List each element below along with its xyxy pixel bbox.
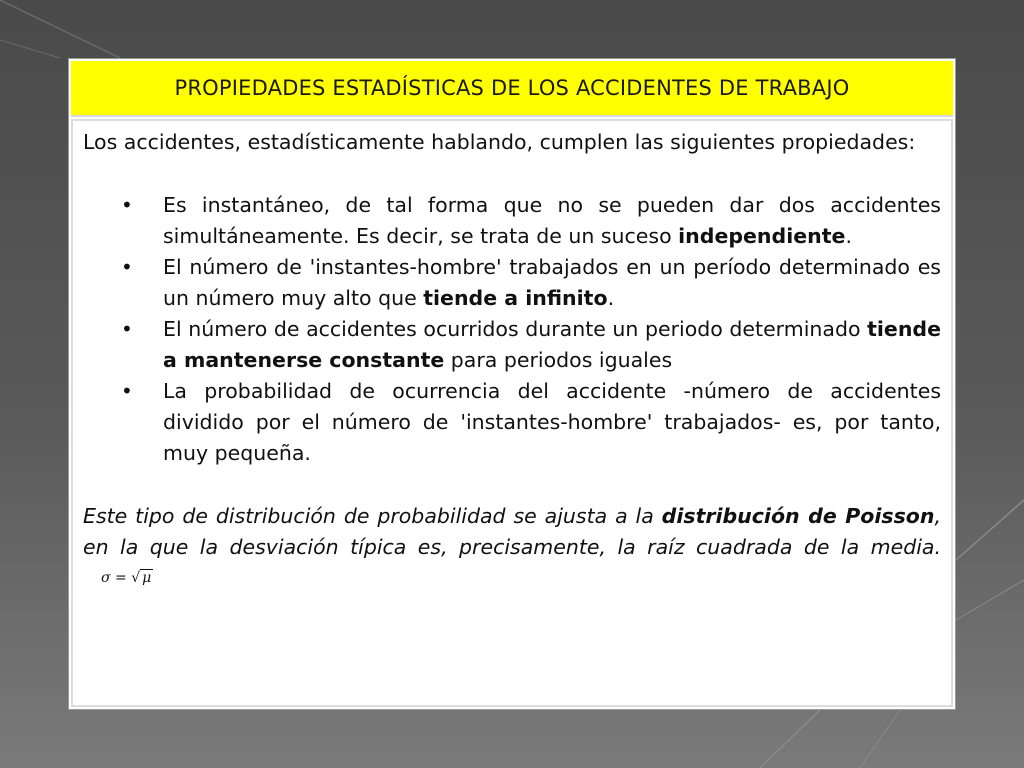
- bullet-text: El número de accidentes ocurridos durante un periodo determinado: [163, 317, 868, 341]
- bullet-icon: •: [121, 193, 133, 217]
- bullet-text: El número de 'instantes-hombre' trabajados en un período determinado es un número muy alto que: [163, 255, 941, 310]
- content-frame: [71, 119, 953, 707]
- sigma-formula: [101, 563, 153, 594]
- conclusion-bold-text: distribución de Poisson: [661, 504, 935, 528]
- sqrt-icon: √: [131, 570, 141, 586]
- bullet-text: Es instantáneo, de tal forma que no se pueden dar dos accidentes simultáneamente. Es decir, se trata de un suceso: [163, 193, 941, 248]
- conclusion-text: Este tipo de distribución de probabilidad se ajusta a la: [83, 504, 662, 528]
- properties-list: [83, 190, 941, 469]
- bullet-icon: •: [121, 255, 133, 279]
- bullet-text-end: .: [845, 224, 852, 248]
- bullet-text-end: .: [607, 286, 615, 310]
- list-item: [83, 190, 941, 252]
- slide-card: [68, 58, 956, 710]
- list-item: [83, 376, 941, 469]
- slide-title: PROPIEDADES ESTADÍSTICAS DE LOS ACCIDENTES DE TRABAJO: [174, 76, 850, 100]
- formula-equals: =: [115, 570, 127, 586]
- bullet-bold-text: independiente: [678, 224, 846, 248]
- conclusion-text-end: , en la que la desviación típica es, precisamente, la raíz cuadrada de la media.: [83, 504, 941, 559]
- bullet-icon: •: [121, 379, 133, 403]
- bullet-bold-text: tiende a mantenerse constante: [163, 317, 941, 372]
- bullet-bold-text: tiende a infinito: [423, 286, 608, 310]
- bullet-text: La probabilidad de ocurrencia del accidente -número de accidentes dividido por el número de 'instantes-hombre' trabajados- es, por tanto, muy pequeña.: [163, 379, 941, 465]
- formula-mu: μ: [142, 570, 152, 586]
- conclusion-paragraph: [83, 501, 941, 594]
- list-item: [83, 252, 941, 314]
- intro-paragraph: Los accidentes, estadísticamente hablando, cumplen las siguientes propiedades:: [83, 130, 916, 154]
- slide-content: [83, 127, 941, 594]
- bullet-icon: •: [121, 317, 133, 341]
- list-item: [83, 314, 941, 376]
- bullet-text-end: para periodos iguales: [444, 348, 673, 372]
- formula-sigma: σ: [101, 570, 111, 586]
- title-bar: [71, 61, 953, 117]
